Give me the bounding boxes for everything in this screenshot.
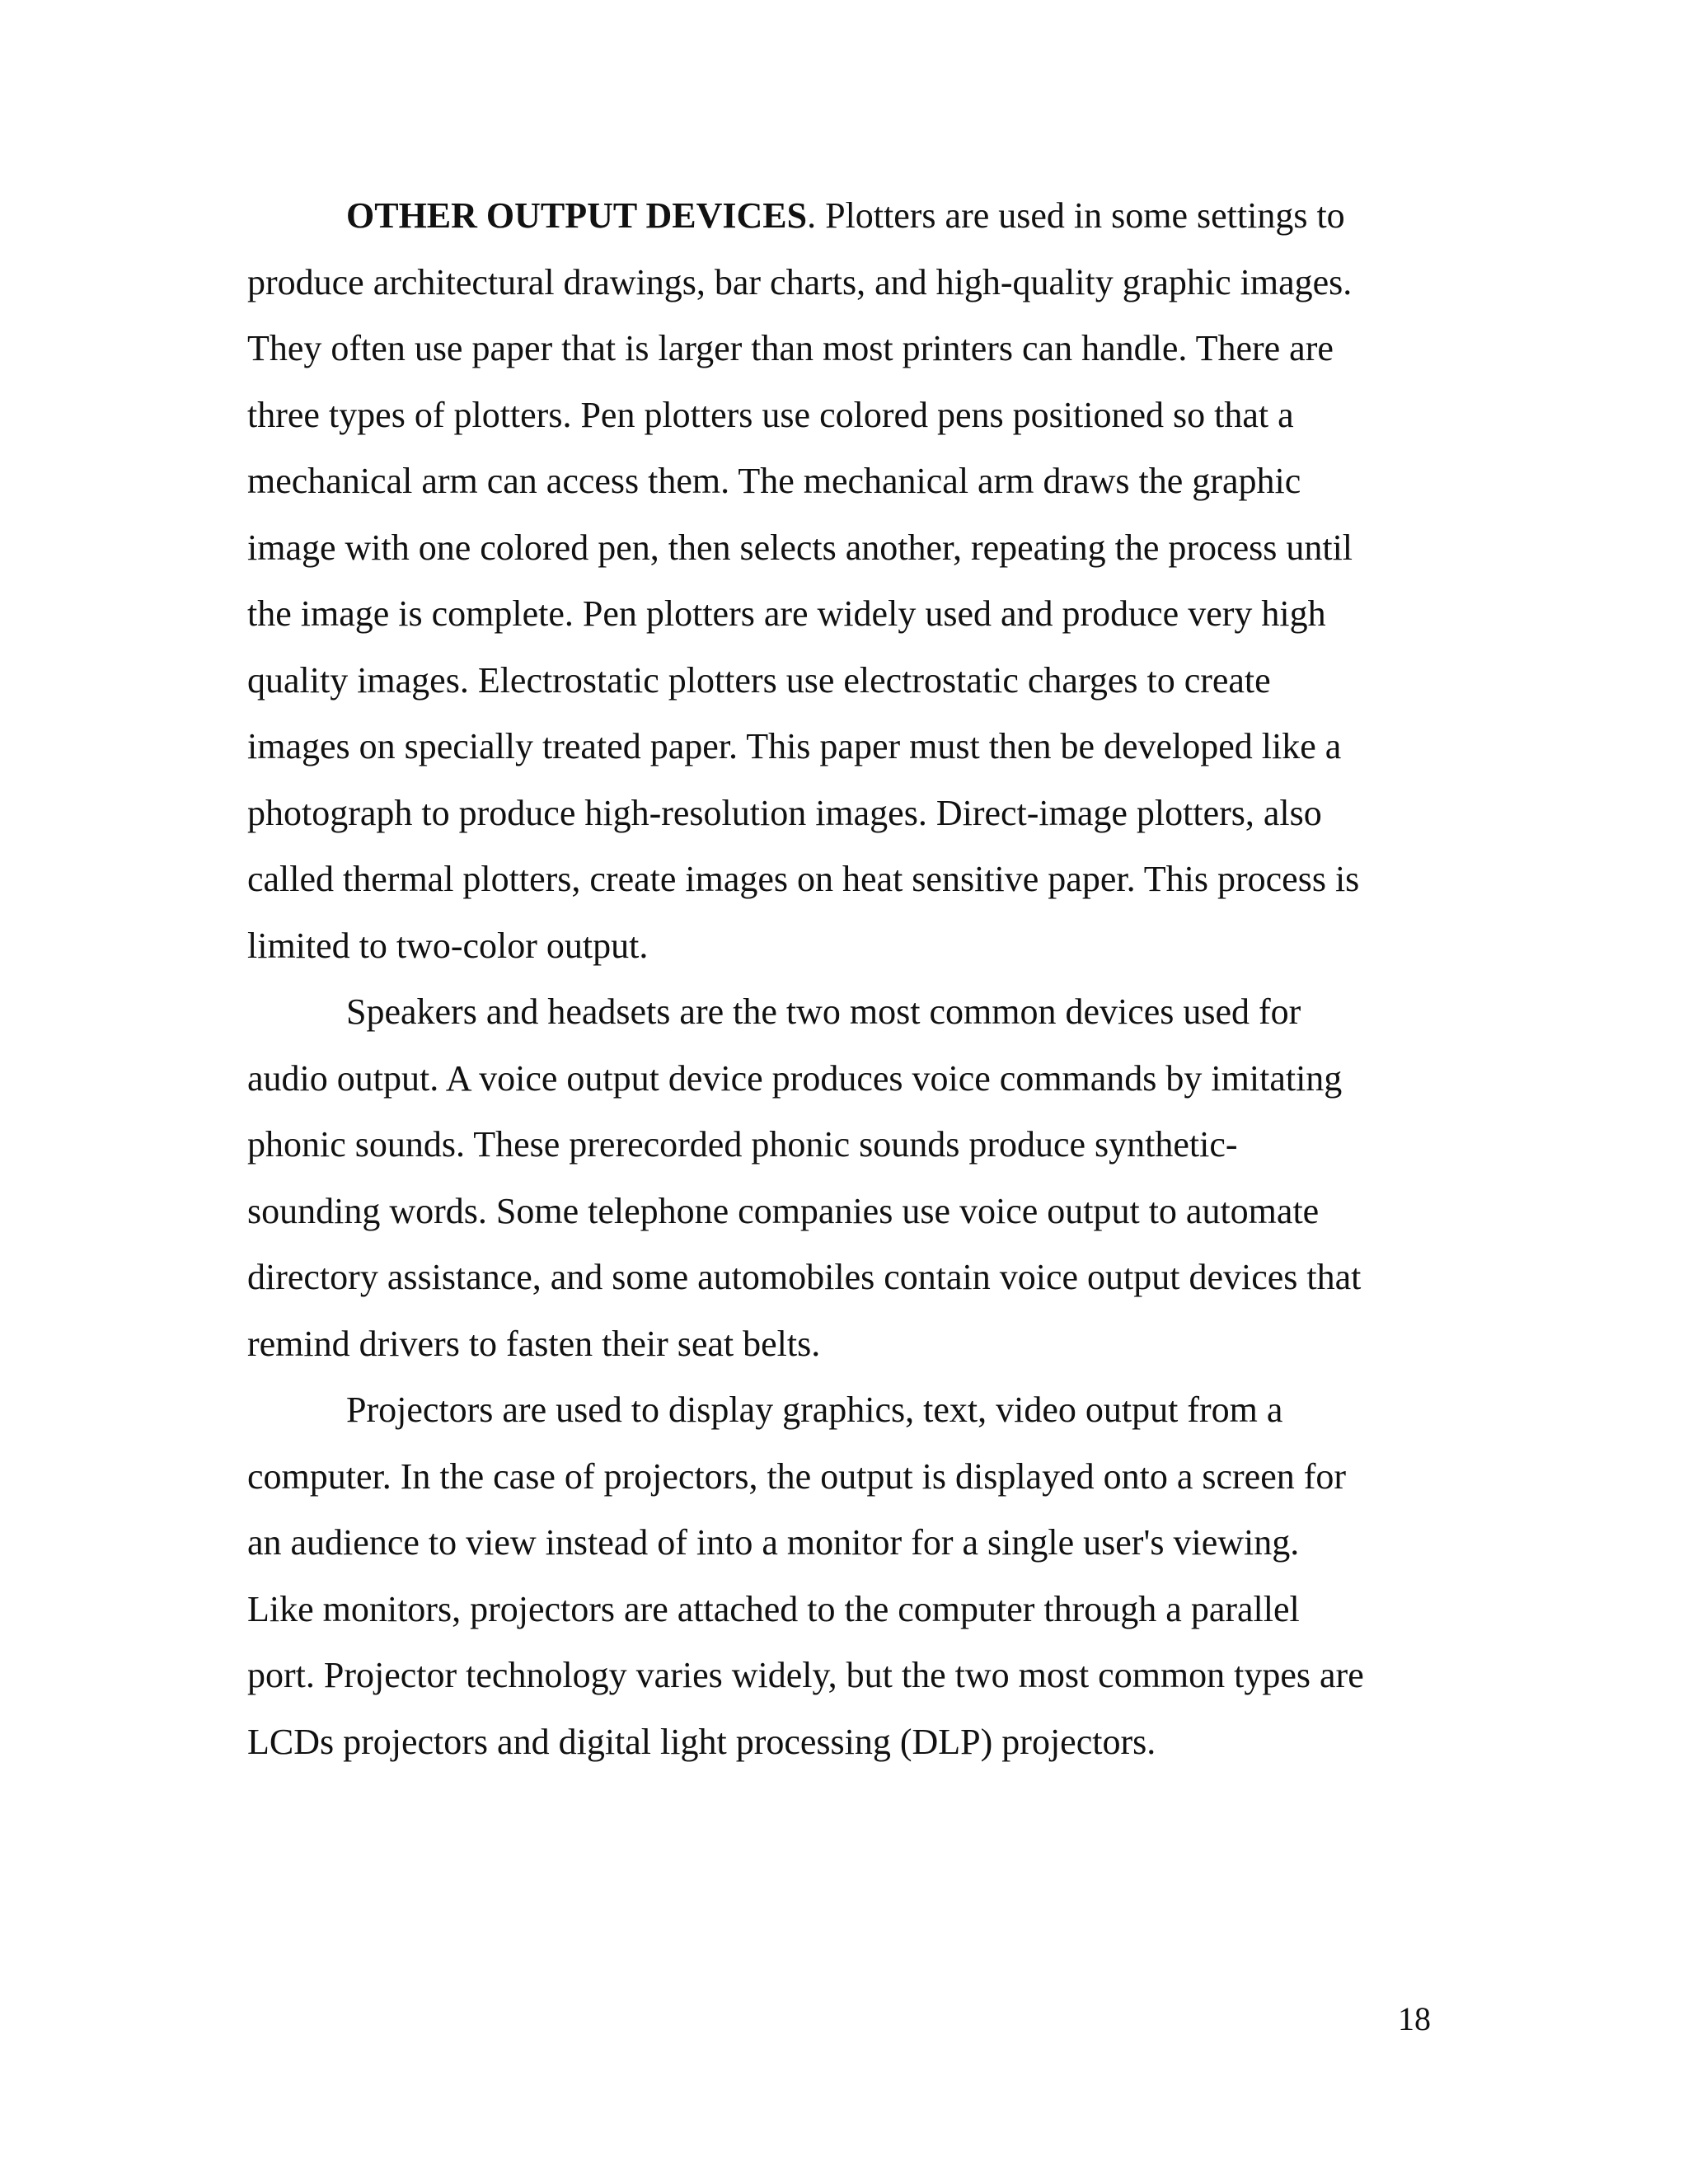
- paragraph-line: called thermal plotters, create images on heat sensitive paper. This process is: [247, 859, 1360, 899]
- paragraph-line: photograph to produce high-resolution images. Direct-image plotters, also: [247, 792, 1322, 833]
- paragraph-line: image with one colored pen, then selects another, repeating the process until: [247, 527, 1353, 568]
- paragraph-line: an audience to view instead of into a monitor for a single user's viewing.: [247, 1522, 1300, 1563]
- paragraph-line: Like monitors, projectors are attached to the computer through a parallel: [247, 1588, 1300, 1629]
- section-heading: OTHER OUTPUT DEVICES: [346, 195, 808, 236]
- paragraph-first-line: [247, 183, 1451, 250]
- paragraph-speakers: [247, 979, 1451, 1377]
- paragraph-line: . Plotters are used in some settings to: [807, 195, 1345, 236]
- paragraph-line: the image is complete. Pen plotters are widely used and produce very high: [247, 593, 1326, 634]
- paragraph-line: limited to two-color output.: [247, 925, 649, 966]
- paragraph-line: quality images. Electrostatic plotters use electrostatic charges to create: [247, 659, 1271, 701]
- paragraph-first-line: Projectors are used to display graphics, text, video output from a: [346, 1390, 1283, 1430]
- paragraph-line: port. Projector technology varies widely, but the two most common types are: [247, 1655, 1364, 1695]
- paragraph-line: sounding words. Some telephone companies use voice output to automate: [247, 1190, 1320, 1231]
- paragraph-first-line: Speakers and headsets are the two most common devices used for: [346, 991, 1301, 1032]
- paragraph-line: remind drivers to fasten their seat belts.: [247, 1323, 821, 1364]
- paragraph-line: three types of plotters. Pen plotters use colored pens positioned so that a: [247, 394, 1294, 435]
- paragraph-projectors: [247, 1377, 1451, 1775]
- paragraph-line: directory assistance, and some automobiles contain voice output devices that: [247, 1257, 1362, 1297]
- body-text: [247, 183, 1451, 1775]
- page-number: 18: [1398, 2000, 1431, 2037]
- paragraph-line: computer. In the case of projectors, the output is displayed onto a screen for: [247, 1455, 1347, 1497]
- paragraph-other-output-devices: [247, 183, 1451, 979]
- paragraph-line: phonic sounds. These prerecorded phonic sounds produce synthetic-: [247, 1124, 1238, 1165]
- paragraph-line: images on specially treated paper. This paper must then be developed like a: [247, 726, 1342, 766]
- paragraph-line: They often use paper that is larger than most printers can handle. There are: [247, 328, 1334, 368]
- paragraph-line: audio output. A voice output device produces voice commands by imitating: [247, 1057, 1343, 1099]
- paragraph-line: LCDs projectors and digital light processing (DLP) projectors.: [247, 1721, 1156, 1762]
- paragraph-line: produce architectural drawings, bar charts, and high-quality graphic images.: [247, 261, 1353, 302]
- paragraph-line: mechanical arm can access them. The mechanical arm draws the graphic: [247, 461, 1301, 501]
